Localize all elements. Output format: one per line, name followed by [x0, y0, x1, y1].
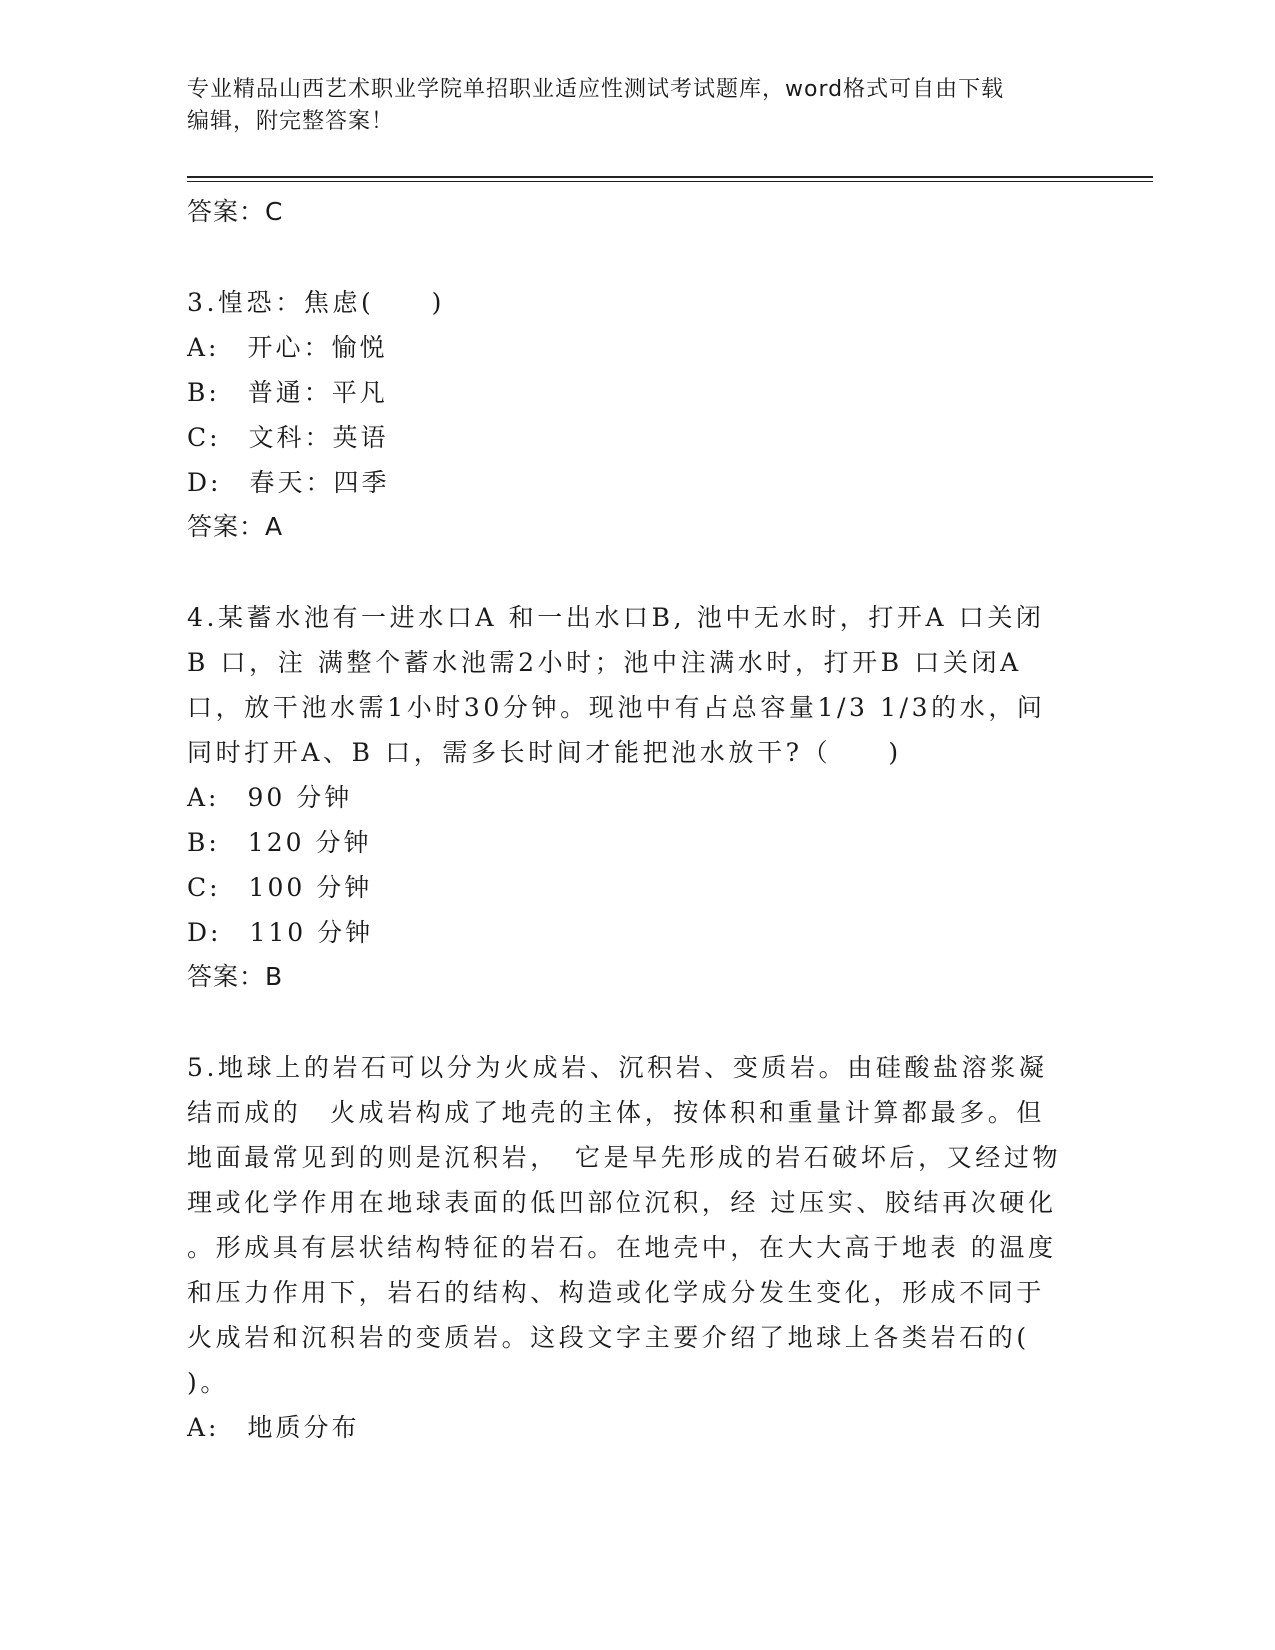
page-header	[187, 74, 1067, 138]
option-d: D: 春天：四季	[187, 468, 390, 497]
question-line: 同时打开A、B 口，需多长时间才能把池水放干?（ )	[187, 738, 902, 767]
option-a: A: 90 分钟	[187, 783, 353, 812]
question-line: 理或化学作用在地球表面的低凹部位沉积，经 过压实、胶结再次硬化	[187, 1188, 1057, 1217]
question-4	[187, 595, 1077, 999]
spacer	[187, 999, 1077, 1045]
question-line: 。形成具有层状结构特征的岩石。在地壳中，在大大高于地表 的温度	[187, 1233, 1057, 1262]
question-line: 5.地球上的岩石可以分为火成岩、沉积岩、变质岩。由硅酸盐溶浆凝	[187, 1053, 1048, 1082]
option-a: A: 开心：愉悦	[187, 333, 388, 362]
option-b: B: 普通：平凡	[187, 378, 388, 407]
spacer	[187, 549, 1077, 595]
option-a: A: 地质分布	[187, 1413, 360, 1442]
option-c: C: 文科：英语	[187, 423, 389, 452]
answer-previous: 答案：C	[187, 197, 284, 226]
question-line: 和压力作用下，岩石的结构、构造或化学成分发生变化，形成不同于	[187, 1278, 1046, 1307]
header-divider-thin	[187, 181, 1153, 182]
header-divider	[187, 176, 1153, 178]
spacer	[187, 234, 1077, 280]
question-line: B 口，注 满整个蓄水池需2小时；池中注满水时，打开B 口关闭A	[187, 648, 1022, 677]
answer: 答案：B	[187, 962, 284, 991]
question-line: )。	[187, 1368, 229, 1397]
option-c: C: 100 分钟	[187, 873, 373, 902]
question-5	[187, 1045, 1077, 1450]
question-stem: 3.惶恐：焦虑( )	[187, 288, 445, 317]
question-line: 口，放干池水需1小时30分钟。现池中有占总容量1/3 1/3的水，问	[187, 693, 1046, 722]
header-line-1: 专业精品山西艺术职业学院单招职业适应性测试考试题库，word格式可自由下载	[187, 77, 1005, 102]
header-line-2: 编辑，附完整答案！	[187, 109, 395, 134]
question-line: 火成岩和沉积岩的变质岩。这段文字主要介绍了地球上各类岩石的(	[187, 1323, 1030, 1352]
document-body	[187, 190, 1077, 1450]
question-3	[187, 280, 1077, 549]
option-d: D: 110 分钟	[187, 918, 374, 947]
question-line: 结而成的 火成岩构成了地壳的主体，按体积和重量计算都最多。但	[187, 1098, 1046, 1127]
question-line: 地面最常见到的则是沉积岩， 它是早先形成的岩石破坏后，又经过物	[187, 1143, 1062, 1172]
option-b: B: 120 分钟	[187, 828, 372, 857]
question-line: 4.某蓄水池有一进水口A 和一出水口B, 池中无水时，打开A 口关闭	[187, 603, 1045, 632]
answer: 答案：A	[187, 512, 284, 541]
